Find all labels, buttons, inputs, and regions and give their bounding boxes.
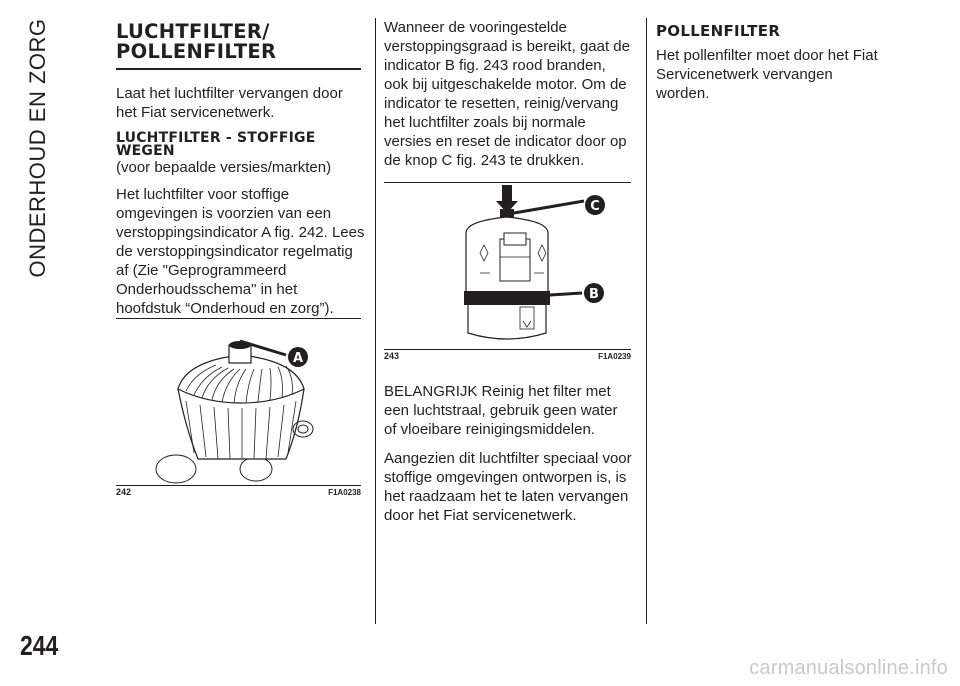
reset-paragraph: Wanneer de vooringestelde verstoppingsgraad is bereikt, gaat de indicator B fig. 243 rood branden, ook bij uitgeschakelde motor. Om de indicator te resetten, reinig/vervang het luchtfilter zoals bij normale versies en reset de indicator door op de knop C fig. 243 te drukken. [384, 19, 630, 169]
body-paragraph: Het luchtfilter voor stoffige omgevingen is voorzien van een verstoppingsindicator A fig. 242. Lees de verstoppingsindicator regelmatig af (Zie "Geprogrammeerd Onderhoudsschema" in het hoofdstuk “Onderhoud en zorg”). [116, 186, 365, 317]
column-1 [116, 18, 366, 328]
subheading-stoffige-wegen: LUCHTFILTER - STOFFIGE WEGEN [116, 130, 316, 159]
watermark: carmanualsonline.info [749, 657, 948, 679]
chapter-side-title [8, 18, 68, 278]
figure-242 [116, 318, 361, 498]
figure-code: F1A0238 [328, 488, 361, 497]
filter-indicator-illustration [384, 183, 631, 348]
figure-243 [384, 182, 631, 366]
column-2-lower [384, 382, 634, 535]
pollenfilter-paragraph: Het pollenfilter moet door het Fiat Servicenetwerk vervangen worden. [656, 47, 878, 102]
figure-number: 242 [116, 487, 132, 497]
important-paragraph: BELANGRIJK Reinig het filter met een luchtstraal, gebruik geen water of vloeibare reinigingsmiddelen. [384, 383, 618, 438]
version-note: (voor bepaalde versies/markten) [116, 159, 332, 176]
callout-c: C [590, 199, 600, 214]
replacement-paragraph: Aangezien dit luchtfilter speciaal voor stoffige omgevingen ontworpen is, is het raadzaam het te laten vervangen door het Fiat servicenetwerk. [384, 450, 632, 524]
column-divider-1 [375, 18, 376, 624]
heading-underline [116, 68, 361, 70]
figure-number: 243 [384, 351, 400, 361]
column-2 [384, 18, 634, 170]
figure-code: F1A0239 [598, 352, 631, 361]
section-heading-luchtfilter: LUCHTFILTER/ POLLENFILTER [116, 20, 277, 63]
page-number: 244 [20, 630, 59, 661]
chapter-title-text: ONDERHOUD EN ZORG [25, 18, 50, 278]
air-filter-illustration [116, 319, 361, 484]
intro-paragraph: Laat het luchtfilter vervangen door het Fiat servicenetwerk. [116, 85, 343, 121]
column-3 [656, 18, 886, 113]
callout-a: A [292, 351, 304, 366]
column-divider-2 [646, 18, 647, 624]
section-heading-pollenfilter: POLLENFILTER [656, 22, 781, 40]
callout-b: B [589, 287, 599, 302]
